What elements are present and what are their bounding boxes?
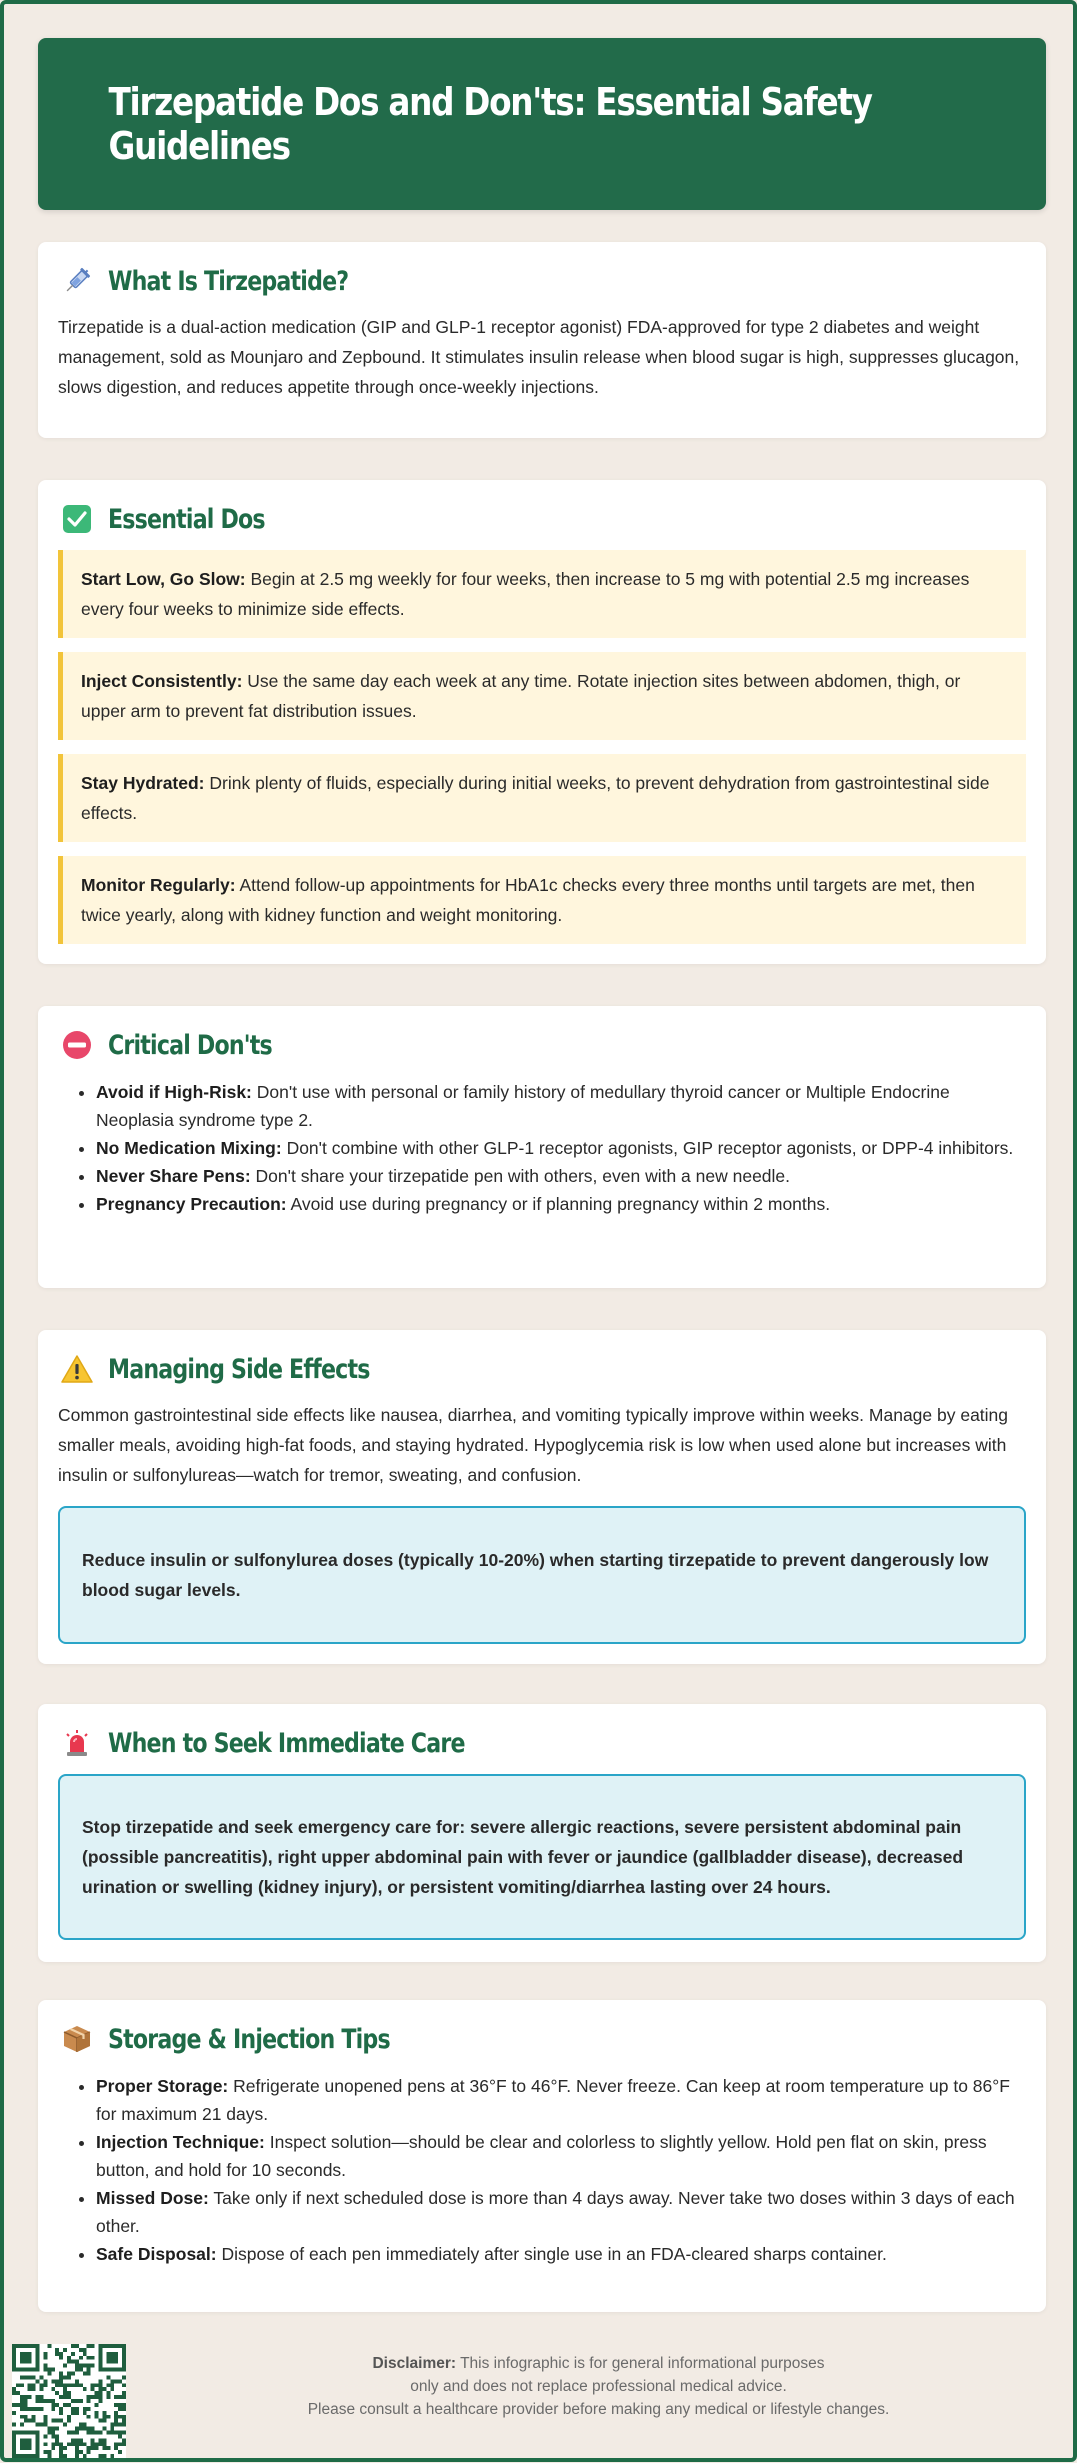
card-header — [60, 2022, 452, 2056]
page-title: Tirzepatide Dos and Don'ts: Essential Safety Guidelines — [108, 80, 872, 168]
qr-code[interactable] — [12, 2344, 126, 2458]
disclaimer-line: only and does not replace professional medical advice. — [410, 2378, 787, 2395]
do-item-text: Attend follow-up appointments for HbA1c checks every three months until targets are met, then twice yearly, along with kidney function and weight monitoring. — [81, 875, 975, 925]
side-effects-body: Common gastrointestinal side effects like nausea, diarrhea, and vomiting typically improve within weeks. Manage by eating smaller meals, avoiding high-fat foods, and staying hydrated. Hypoglycemia risk is low when used alone but increases with insulin or sulfonylureas—watch for tremor, sweating, and confusion. — [58, 1405, 1009, 1485]
card-what-is — [38, 242, 1046, 438]
do-item-label: Start Low, Go Slow: — [81, 569, 246, 589]
card-title: What Is Tirzepatide? — [108, 265, 349, 297]
list-item-label: Safe Disposal: — [96, 2244, 217, 2264]
list-item-label: Avoid if High-Risk: — [96, 1082, 252, 1102]
donts-list — [58, 1078, 1026, 1218]
list-item — [96, 1078, 1026, 1134]
list-item — [96, 1190, 1026, 1218]
disclaimer-line: Please consult a healthcare provider before making any medical or lifestyle changes. — [307, 2401, 890, 2418]
header-banner — [38, 38, 1046, 210]
card-header — [60, 1028, 308, 1062]
list-item-text: Don't share your tirzepatide pen with others, even with a new needle. — [250, 1166, 791, 1186]
list-item — [96, 1134, 1026, 1162]
disclaimer-label: Disclaimer: — [372, 2355, 457, 2372]
emergency-callout-text: Stop tirzepatide and seek emergency care for: severe allergic reactions, severe persistent abdominal pain (possible pancreatitis), right upper abdominal pain with fever or jaundice (gallbladder disease), decreased urination or swelling (kidney injury), or persistent vomiting/diarrhea lasting over 24 hours. — [82, 1817, 964, 1897]
do-item-text: Begin at 2.5 mg weekly for four weeks, then increase to 5 mg with potential 2.5 mg increases every four weeks to minimize side effects. — [81, 569, 970, 619]
card-title: Critical Don'ts — [108, 1029, 272, 1061]
list-item — [96, 2072, 1026, 2128]
list-item-text: Inspect solution—should be clear and colorless to slightly yellow. Hold pen flat on skin, press button, and hold for 10 seconds. — [96, 2132, 987, 2180]
list-item — [96, 2240, 1026, 2268]
do-item — [58, 550, 1026, 638]
syringe-icon — [60, 264, 94, 298]
do-item — [58, 856, 1026, 944]
list-item-label: Never Share Pens: — [96, 1166, 251, 1186]
do-item-text: Use the same day each week at any time. Rotate injection sites between abdomen, thigh, or upper arm to prevent fat distribution issues. — [81, 671, 961, 721]
card-critical-donts — [38, 1006, 1046, 1288]
package-icon — [60, 2022, 94, 2056]
list-item — [96, 2184, 1026, 2240]
do-item — [58, 754, 1026, 842]
list-item-label: Proper Storage: — [96, 2076, 229, 2096]
card-title: Storage & Injection Tips — [108, 2023, 390, 2055]
list-item-text: Avoid use during pregnancy or if planning pregnancy within 2 months. — [286, 1194, 831, 1214]
dose-callout — [58, 1506, 1026, 1644]
card-title: Essential Dos — [108, 503, 265, 535]
list-item-text: Dispose of each pen immediately after single use in an FDA-cleared sharps container. — [216, 2244, 887, 2264]
do-item-label: Monitor Regularly: — [81, 875, 236, 895]
list-item — [96, 2128, 1026, 2184]
card-essential-dos — [38, 480, 1046, 964]
storage-list — [58, 2072, 1026, 2268]
list-item — [96, 1162, 1026, 1190]
card-header — [60, 1726, 543, 1760]
list-item-text: Take only if next scheduled dose is more than 4 days away. Never take two doses within 3 days of each other. — [96, 2188, 1015, 2236]
list-item-text: Don't combine with other GLP-1 receptor agonists, GIP receptor agonists, or DPP-4 inhibitors. — [281, 1138, 1014, 1158]
no-entry-icon — [60, 1028, 94, 1062]
list-item-label: Pregnancy Precaution: — [96, 1194, 287, 1214]
card-storage — [38, 2000, 1046, 2312]
check-box-icon — [60, 502, 94, 536]
list-item-label: Injection Technique: — [96, 2132, 265, 2152]
do-item-label: Inject Consistently: — [81, 671, 243, 691]
card-header — [60, 1352, 427, 1386]
card-immediate-care — [38, 1704, 1046, 1962]
do-item-text: Drink plenty of fluids, especially during initial weeks, to prevent dehydration from gastrointestinal side effects. — [81, 773, 990, 823]
card-title: Managing Side Effects — [108, 1353, 370, 1385]
dose-callout-text: Reduce insulin or sulfonylurea doses (typically 10-20%) when starting tirzepatide to prevent dangerously low blood sugar levels. — [82, 1550, 989, 1600]
list-item-text: Don't use with personal or family history of medullary thyroid cancer or Multiple Endocrine Neoplasia syndrome type 2. — [96, 1082, 950, 1130]
qr-code-graphic — [12, 2344, 126, 2458]
card-header — [60, 264, 401, 298]
disclaimer — [204, 2352, 993, 2421]
card-header — [60, 502, 299, 536]
warning-icon — [60, 1352, 94, 1386]
siren-icon — [60, 1726, 94, 1760]
disclaimer-line — [204, 2352, 993, 2375]
list-item-label: Missed Dose: — [96, 2188, 209, 2208]
disclaimer-text: This infographic is for general informational purposes — [456, 2355, 825, 2372]
what-is-body: Tirzepatide is a dual-action medication (GIP and GLP-1 receptor agonist) FDA-approved for type 2 diabetes and weight management, sold as Mounjaro and Zepbound. It stimulates insulin release when blood sugar is high, suppresses glucagon, slows digestion, and reduces appetite through once-weekly injections. — [58, 317, 1020, 397]
emergency-callout — [58, 1774, 1026, 1940]
list-item-text: Refrigerate unopened pens at 36°F to 46°F. Never freeze. Can keep at room temperature up to 86°F for maximum 21 days. — [96, 2076, 1010, 2124]
do-item — [58, 652, 1026, 740]
do-item-label: Stay Hydrated: — [81, 773, 205, 793]
card-side-effects — [38, 1330, 1046, 1664]
card-title: When to Seek Immediate Care — [108, 1727, 465, 1759]
list-item-label: No Medication Mixing: — [96, 1138, 282, 1158]
